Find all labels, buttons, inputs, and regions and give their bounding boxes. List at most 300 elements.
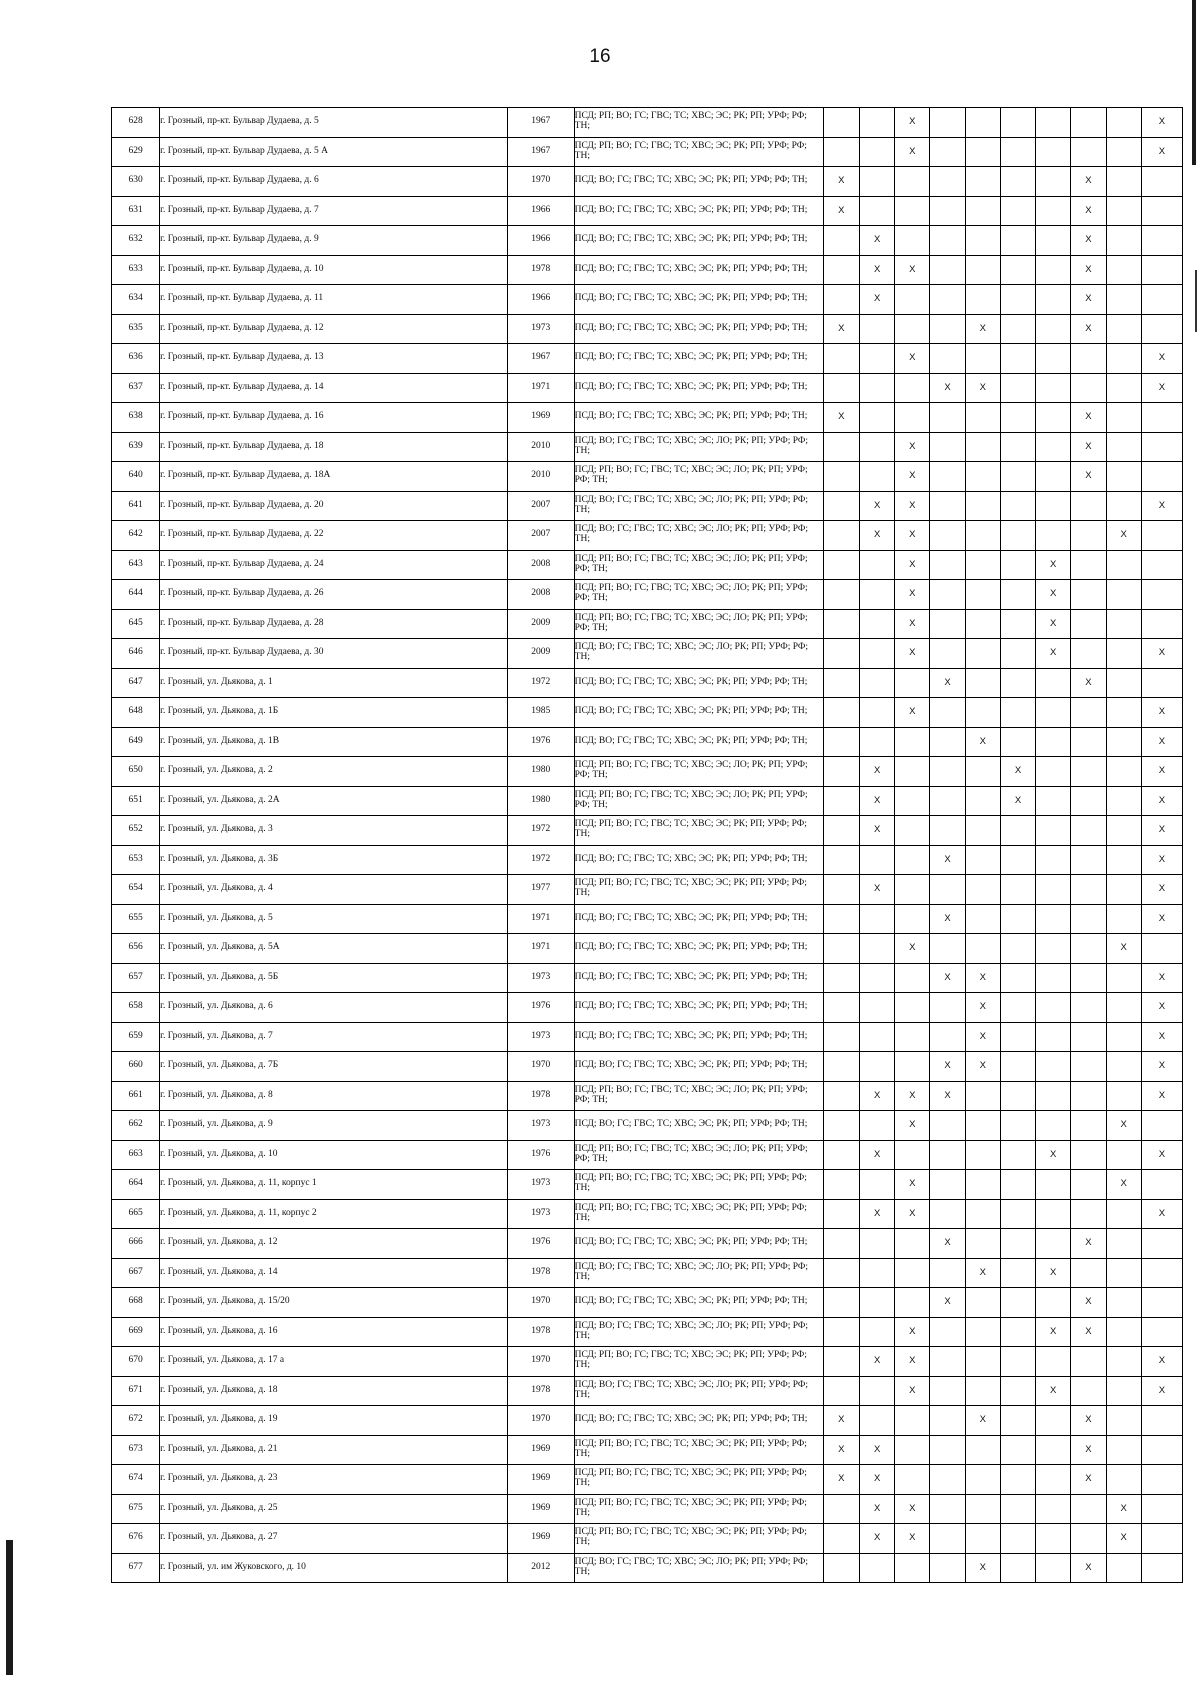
year-cell: 1973 bbox=[507, 1170, 574, 1200]
mark-cell bbox=[1000, 491, 1035, 521]
mark-cell: Х bbox=[965, 727, 1000, 757]
works-cell: ПСД; ВО; ГС; ГВС; ТС; ХВС; ЭС; РК; РП; УРФ; РФ; ТН; bbox=[574, 698, 823, 728]
scan-edge-left bbox=[6, 1540, 13, 1675]
row-number: 637 bbox=[112, 373, 160, 403]
table-row bbox=[112, 432, 1183, 462]
works-cell: ПСД; ВО; ГС; ГВС; ТС; ХВС; ЭС; ЛО; РК; РП; УРФ; РФ; ТН; bbox=[574, 432, 823, 462]
mark-cell bbox=[1071, 1524, 1106, 1554]
mark-cell bbox=[1000, 1140, 1035, 1170]
mark-cell bbox=[823, 1111, 859, 1141]
mark-cell bbox=[1036, 904, 1071, 934]
address-cell: г. Грозный, пр-кт. Бульвар Дудаева, д. 12 bbox=[160, 314, 508, 344]
table-row bbox=[112, 1229, 1183, 1259]
mark-cell bbox=[823, 639, 859, 669]
mark-cell bbox=[1036, 1170, 1071, 1200]
works-cell: ПСД; ВО; ГС; ГВС; ТС; ХВС; ЭС; РК; РП; УРФ; РФ; ТН; bbox=[574, 993, 823, 1023]
mark-cell bbox=[860, 1229, 895, 1259]
row-number: 640 bbox=[112, 462, 160, 492]
mark-cell bbox=[1036, 668, 1071, 698]
mark-cell: Х bbox=[895, 1376, 930, 1406]
works-cell: ПСД; ВО; ГС; ГВС; ТС; ХВС; ЭС; РК; РП; УРФ; РФ; ТН; bbox=[574, 255, 823, 285]
table-row bbox=[112, 639, 1183, 669]
mark-cell: Х bbox=[1106, 521, 1141, 551]
mark-cell: Х bbox=[895, 1317, 930, 1347]
mark-cell: Х bbox=[1141, 344, 1182, 374]
address-cell: г. Грозный, пр-кт. Бульвар Дудаева, д. 10 bbox=[160, 255, 508, 285]
mark-cell bbox=[823, 698, 859, 728]
year-cell: 1969 bbox=[507, 1524, 574, 1554]
address-cell: г. Грозный, пр-кт. Бульвар Дудаева, д. 20 bbox=[160, 491, 508, 521]
mark-cell bbox=[1106, 875, 1141, 905]
works-cell: ПСД; РП; ВО; ГС; ГВС; ТС; ХВС; ЭС; ЛО; РК; РП; УРФ; РФ; ТН; bbox=[574, 609, 823, 639]
mark-cell bbox=[930, 1111, 965, 1141]
year-cell: 1969 bbox=[507, 403, 574, 433]
row-number: 673 bbox=[112, 1435, 160, 1465]
mark-cell bbox=[1036, 1494, 1071, 1524]
mark-cell bbox=[1000, 1553, 1035, 1583]
address-cell: г. Грозный, ул. Дьякова, д. 17 а bbox=[160, 1347, 508, 1377]
mark-cell bbox=[965, 344, 1000, 374]
mark-cell: Х bbox=[1071, 1406, 1106, 1436]
mark-cell: Х bbox=[1141, 1199, 1182, 1229]
year-cell: 1969 bbox=[507, 1435, 574, 1465]
address-cell: г. Грозный, ул. Дьякова, д. 6 bbox=[160, 993, 508, 1023]
mark-cell bbox=[1071, 344, 1106, 374]
address-cell: г. Грозный, пр-кт. Бульвар Дудаева, д. 26 bbox=[160, 580, 508, 610]
mark-cell bbox=[895, 373, 930, 403]
mark-cell bbox=[1071, 1081, 1106, 1111]
row-number: 651 bbox=[112, 786, 160, 816]
address-cell: г. Грозный, ул. Дьякова, д. 11, корпус 2 bbox=[160, 1199, 508, 1229]
address-cell: г. Грозный, ул. Дьякова, д. 3Б bbox=[160, 845, 508, 875]
mark-cell bbox=[1036, 757, 1071, 787]
works-cell: ПСД; РП; ВО; ГС; ГВС; ТС; ХВС; ЭС; ЛО; РК; РП; УРФ; РФ; ТН; bbox=[574, 580, 823, 610]
mark-cell bbox=[895, 314, 930, 344]
mark-cell bbox=[823, 668, 859, 698]
mark-cell: Х bbox=[1071, 1229, 1106, 1259]
mark-cell: Х bbox=[930, 1288, 965, 1318]
mark-cell bbox=[930, 550, 965, 580]
mark-cell bbox=[1036, 1435, 1071, 1465]
mark-cell bbox=[965, 108, 1000, 138]
table-row bbox=[112, 344, 1183, 374]
mark-cell: Х bbox=[895, 639, 930, 669]
mark-cell bbox=[1000, 1376, 1035, 1406]
table-row bbox=[112, 904, 1183, 934]
mark-cell: Х bbox=[1141, 757, 1182, 787]
address-cell: г. Грозный, пр-кт. Бульвар Дудаева, д. 7 bbox=[160, 196, 508, 226]
mark-cell: Х bbox=[1141, 373, 1182, 403]
table-row bbox=[112, 1553, 1183, 1583]
mark-cell: Х bbox=[1141, 963, 1182, 993]
row-number: 652 bbox=[112, 816, 160, 846]
mark-cell bbox=[860, 108, 895, 138]
mark-cell bbox=[1000, 255, 1035, 285]
row-number: 639 bbox=[112, 432, 160, 462]
mark-cell: Х bbox=[1071, 1317, 1106, 1347]
works-cell: ПСД; РП; ВО; ГС; ГВС; ТС; ХВС; ЭС; РК; РП; УРФ; РФ; ТН; bbox=[574, 1170, 823, 1200]
year-cell: 1976 bbox=[507, 1229, 574, 1259]
mark-cell bbox=[860, 1258, 895, 1288]
mark-cell bbox=[860, 963, 895, 993]
mark-cell bbox=[860, 344, 895, 374]
mark-cell bbox=[1106, 639, 1141, 669]
mark-cell bbox=[860, 432, 895, 462]
mark-cell bbox=[1071, 373, 1106, 403]
year-cell: 2009 bbox=[507, 639, 574, 669]
address-cell: г. Грозный, пр-кт. Бульвар Дудаева, д. 9 bbox=[160, 226, 508, 256]
works-cell: ПСД; ВО; ГС; ГВС; ТС; ХВС; ЭС; РК; РП; УРФ; РФ; ТН; bbox=[574, 668, 823, 698]
year-cell: 1967 bbox=[507, 108, 574, 138]
mark-cell: Х bbox=[860, 1524, 895, 1554]
mark-cell bbox=[1141, 1111, 1182, 1141]
mark-cell bbox=[1036, 934, 1071, 964]
mark-cell bbox=[823, 521, 859, 551]
mark-cell bbox=[965, 1140, 1000, 1170]
year-cell: 1972 bbox=[507, 845, 574, 875]
mark-cell bbox=[930, 786, 965, 816]
mark-cell bbox=[860, 845, 895, 875]
mark-cell bbox=[1106, 698, 1141, 728]
table-row bbox=[112, 1376, 1183, 1406]
mark-cell bbox=[965, 1494, 1000, 1524]
table-row bbox=[112, 580, 1183, 610]
mark-cell bbox=[965, 1465, 1000, 1495]
mark-cell: Х bbox=[1000, 786, 1035, 816]
table-row bbox=[112, 255, 1183, 285]
mark-cell bbox=[1106, 403, 1141, 433]
mark-cell bbox=[823, 1170, 859, 1200]
mark-cell bbox=[1106, 1258, 1141, 1288]
mark-cell bbox=[1106, 167, 1141, 197]
row-number: 656 bbox=[112, 934, 160, 964]
mark-cell bbox=[823, 1022, 859, 1052]
address-cell: г. Грозный, ул. Дьякова, д. 7Б bbox=[160, 1052, 508, 1082]
year-cell: 1976 bbox=[507, 727, 574, 757]
row-number: 631 bbox=[112, 196, 160, 226]
mark-cell bbox=[895, 786, 930, 816]
mark-cell bbox=[860, 1170, 895, 1200]
mark-cell bbox=[1036, 226, 1071, 256]
mark-cell bbox=[1106, 1347, 1141, 1377]
table-row bbox=[112, 167, 1183, 197]
mark-cell bbox=[930, 314, 965, 344]
mark-cell: Х bbox=[895, 1199, 930, 1229]
row-number: 661 bbox=[112, 1081, 160, 1111]
table-row bbox=[112, 285, 1183, 315]
mark-cell bbox=[1000, 1347, 1035, 1377]
mark-cell bbox=[1071, 727, 1106, 757]
works-cell: ПСД; РП; ВО; ГС; ГВС; ТС; ХВС; ЭС; РК; РП; УРФ; РФ; ТН; bbox=[574, 875, 823, 905]
address-cell: г. Грозный, пр-кт. Бульвар Дудаева, д. 5 bbox=[160, 108, 508, 138]
mark-cell bbox=[1036, 314, 1071, 344]
row-number: 646 bbox=[112, 639, 160, 669]
mark-cell: Х bbox=[895, 934, 930, 964]
year-cell: 1978 bbox=[507, 1376, 574, 1406]
row-number: 674 bbox=[112, 1465, 160, 1495]
mark-cell: Х bbox=[1106, 1170, 1141, 1200]
mark-cell bbox=[930, 226, 965, 256]
row-number: 659 bbox=[112, 1022, 160, 1052]
mark-cell bbox=[1036, 403, 1071, 433]
row-number: 670 bbox=[112, 1347, 160, 1377]
mark-cell: Х bbox=[965, 1052, 1000, 1082]
mark-cell: Х bbox=[965, 314, 1000, 344]
year-cell: 2007 bbox=[507, 521, 574, 551]
mark-cell bbox=[1071, 609, 1106, 639]
mark-cell bbox=[823, 462, 859, 492]
mark-cell bbox=[1000, 137, 1035, 167]
mark-cell bbox=[1036, 1229, 1071, 1259]
row-number: 654 bbox=[112, 875, 160, 905]
mark-cell bbox=[1141, 580, 1182, 610]
mark-cell bbox=[930, 1022, 965, 1052]
mark-cell bbox=[965, 432, 1000, 462]
mark-cell bbox=[823, 432, 859, 462]
mark-cell bbox=[1071, 816, 1106, 846]
address-cell: г. Грозный, ул. Дьякова, д. 5Б bbox=[160, 963, 508, 993]
mark-cell bbox=[965, 609, 1000, 639]
table-row bbox=[112, 875, 1183, 905]
row-number: 662 bbox=[112, 1111, 160, 1141]
year-cell: 1971 bbox=[507, 373, 574, 403]
mark-cell bbox=[1106, 757, 1141, 787]
year-cell: 1980 bbox=[507, 757, 574, 787]
mark-cell: Х bbox=[930, 1052, 965, 1082]
row-number: 664 bbox=[112, 1170, 160, 1200]
works-cell: ПСД; РП; ВО; ГС; ГВС; ТС; ХВС; ЭС; ЛО; РК; РП; УРФ; РФ; ТН; bbox=[574, 786, 823, 816]
mark-cell: Х bbox=[1036, 1140, 1071, 1170]
mark-cell bbox=[965, 137, 1000, 167]
works-cell: ПСД; ВО; ГС; ГВС; ТС; ХВС; ЭС; ЛО; РК; РП; УРФ; РФ; ТН; bbox=[574, 1376, 823, 1406]
mark-cell: Х bbox=[895, 521, 930, 551]
mark-cell: Х bbox=[930, 1081, 965, 1111]
mark-cell bbox=[965, 1111, 1000, 1141]
mark-cell: Х bbox=[965, 1022, 1000, 1052]
mark-cell bbox=[1036, 344, 1071, 374]
mark-cell: Х bbox=[1071, 403, 1106, 433]
mark-cell bbox=[1000, 373, 1035, 403]
mark-cell bbox=[930, 1376, 965, 1406]
mark-cell bbox=[965, 934, 1000, 964]
table-row bbox=[112, 108, 1183, 138]
table-row bbox=[112, 698, 1183, 728]
mark-cell bbox=[1000, 1111, 1035, 1141]
mark-cell bbox=[860, 639, 895, 669]
mark-cell bbox=[1036, 373, 1071, 403]
mark-cell bbox=[823, 786, 859, 816]
mark-cell bbox=[965, 285, 1000, 315]
mark-cell bbox=[860, 314, 895, 344]
mark-cell: Х bbox=[860, 285, 895, 315]
mark-cell: Х bbox=[860, 757, 895, 787]
mark-cell: Х bbox=[895, 1111, 930, 1141]
mark-cell bbox=[860, 580, 895, 610]
address-cell: г. Грозный, ул. Дьякова, д. 18 bbox=[160, 1376, 508, 1406]
year-cell: 1971 bbox=[507, 934, 574, 964]
mark-cell: Х bbox=[1141, 1081, 1182, 1111]
mark-cell: Х bbox=[860, 875, 895, 905]
mark-cell bbox=[1141, 1494, 1182, 1524]
mark-cell bbox=[895, 904, 930, 934]
mark-cell bbox=[1000, 609, 1035, 639]
year-cell: 1973 bbox=[507, 314, 574, 344]
mark-cell: Х bbox=[1036, 1376, 1071, 1406]
mark-cell: Х bbox=[965, 1553, 1000, 1583]
table-row bbox=[112, 1052, 1183, 1082]
table-row bbox=[112, 1288, 1183, 1318]
row-number: 628 bbox=[112, 108, 160, 138]
works-cell: ПСД; ВО; ГС; ГВС; ТС; ХВС; ЭС; РК; РП; УРФ; РФ; ТН; bbox=[574, 1111, 823, 1141]
mark-cell bbox=[860, 1317, 895, 1347]
mark-cell bbox=[1106, 1435, 1141, 1465]
row-number: 666 bbox=[112, 1229, 160, 1259]
mark-cell: Х bbox=[860, 1465, 895, 1495]
year-cell: 1978 bbox=[507, 255, 574, 285]
mark-cell bbox=[965, 816, 1000, 846]
mark-cell: Х bbox=[1036, 639, 1071, 669]
mark-cell bbox=[823, 1494, 859, 1524]
mark-cell bbox=[930, 196, 965, 226]
mark-cell bbox=[1000, 1199, 1035, 1229]
table-row bbox=[112, 550, 1183, 580]
row-number: 647 bbox=[112, 668, 160, 698]
table-row bbox=[112, 786, 1183, 816]
mark-cell: Х bbox=[895, 1170, 930, 1200]
mark-cell bbox=[930, 432, 965, 462]
mark-cell bbox=[860, 727, 895, 757]
mark-cell: Х bbox=[823, 1406, 859, 1436]
mark-cell bbox=[823, 1288, 859, 1318]
mark-cell bbox=[930, 1435, 965, 1465]
mark-cell bbox=[1106, 137, 1141, 167]
mark-cell bbox=[1000, 1288, 1035, 1318]
mark-cell bbox=[930, 1494, 965, 1524]
mark-cell bbox=[1106, 1406, 1141, 1436]
mark-cell bbox=[1106, 1465, 1141, 1495]
mark-cell bbox=[1071, 934, 1106, 964]
works-cell: ПСД; РП; ВО; ГС; ГВС; ТС; ХВС; ЭС; РК; РП; УРФ; РФ; ТН; bbox=[574, 1435, 823, 1465]
mark-cell bbox=[895, 875, 930, 905]
mark-cell bbox=[1071, 1052, 1106, 1082]
mark-cell bbox=[1000, 550, 1035, 580]
mark-cell bbox=[930, 167, 965, 197]
mark-cell bbox=[1000, 285, 1035, 315]
year-cell: 1969 bbox=[507, 1465, 574, 1495]
mark-cell bbox=[965, 521, 1000, 551]
mark-cell bbox=[860, 993, 895, 1023]
mark-cell: Х bbox=[1036, 580, 1071, 610]
row-number: 635 bbox=[112, 314, 160, 344]
mark-cell: Х bbox=[1141, 698, 1182, 728]
year-cell: 1980 bbox=[507, 786, 574, 816]
mark-cell bbox=[1000, 108, 1035, 138]
mark-cell bbox=[1000, 580, 1035, 610]
mark-cell bbox=[930, 934, 965, 964]
mark-cell bbox=[1036, 432, 1071, 462]
mark-cell bbox=[823, 491, 859, 521]
row-number: 668 bbox=[112, 1288, 160, 1318]
works-cell: ПСД; РП; ВО; ГС; ГВС; ТС; ХВС; ЭС; РК; РП; УРФ; РФ; ТН; bbox=[574, 1199, 823, 1229]
mark-cell: Х bbox=[1141, 993, 1182, 1023]
mark-cell bbox=[1071, 698, 1106, 728]
mark-cell: Х bbox=[930, 668, 965, 698]
mark-cell: Х bbox=[823, 1435, 859, 1465]
mark-cell: Х bbox=[823, 196, 859, 226]
year-cell: 2010 bbox=[507, 432, 574, 462]
mark-cell bbox=[1000, 1170, 1035, 1200]
year-cell: 1970 bbox=[507, 1347, 574, 1377]
mark-cell: Х bbox=[895, 1347, 930, 1377]
mark-cell bbox=[1071, 1199, 1106, 1229]
table-row bbox=[112, 1406, 1183, 1436]
table-row bbox=[112, 196, 1183, 226]
mark-cell bbox=[1036, 521, 1071, 551]
mark-cell bbox=[823, 1199, 859, 1229]
mark-cell bbox=[1071, 1347, 1106, 1377]
mark-cell bbox=[1036, 491, 1071, 521]
mark-cell bbox=[1141, 934, 1182, 964]
mark-cell bbox=[1000, 698, 1035, 728]
row-number: 663 bbox=[112, 1140, 160, 1170]
year-cell: 1972 bbox=[507, 816, 574, 846]
mark-cell bbox=[1071, 1494, 1106, 1524]
mark-cell bbox=[823, 1347, 859, 1377]
table-row bbox=[112, 521, 1183, 551]
year-cell: 1970 bbox=[507, 1406, 574, 1436]
mark-cell bbox=[1071, 550, 1106, 580]
mark-cell: Х bbox=[1141, 108, 1182, 138]
mark-cell bbox=[860, 403, 895, 433]
mark-cell bbox=[1000, 403, 1035, 433]
year-cell: 2008 bbox=[507, 580, 574, 610]
mark-cell bbox=[930, 727, 965, 757]
works-cell: ПСД; РП; ВО; ГС; ГВС; ТС; ХВС; ЭС; РК; РП; УРФ; РФ; ТН; bbox=[574, 1494, 823, 1524]
mark-cell bbox=[860, 1052, 895, 1082]
works-cell: ПСД; РП; ВО; ГС; ГВС; ТС; ХВС; ЭС; РК; РП; УРФ; РФ; ТН; bbox=[574, 1524, 823, 1554]
mark-cell bbox=[1106, 1553, 1141, 1583]
table-row bbox=[112, 727, 1183, 757]
mark-cell bbox=[823, 904, 859, 934]
mark-cell bbox=[1106, 609, 1141, 639]
mark-cell: Х bbox=[1071, 255, 1106, 285]
year-cell: 1978 bbox=[507, 1317, 574, 1347]
mark-cell bbox=[895, 1406, 930, 1436]
mark-cell bbox=[895, 167, 930, 197]
mark-cell bbox=[1106, 108, 1141, 138]
works-cell: ПСД; ВО; ГС; ГВС; ТС; ХВС; ЭС; РК; РП; УРФ; РФ; ТН; bbox=[574, 963, 823, 993]
mark-cell bbox=[1141, 314, 1182, 344]
mark-cell: Х bbox=[930, 1229, 965, 1259]
works-cell: ПСД; ВО; ГС; ГВС; ТС; ХВС; ЭС; РК; РП; УРФ; РФ; ТН; bbox=[574, 167, 823, 197]
row-number: 634 bbox=[112, 285, 160, 315]
mark-cell bbox=[1000, 1317, 1035, 1347]
table-row bbox=[112, 845, 1183, 875]
mark-cell bbox=[1036, 1052, 1071, 1082]
mark-cell bbox=[1141, 609, 1182, 639]
mark-cell bbox=[1071, 1140, 1106, 1170]
mark-cell: Х bbox=[895, 1081, 930, 1111]
mark-cell bbox=[965, 580, 1000, 610]
mark-cell bbox=[965, 875, 1000, 905]
mark-cell: Х bbox=[895, 609, 930, 639]
mark-cell bbox=[823, 875, 859, 905]
works-cell: ПСД; РП; ВО; ГС; ГВС; ТС; ХВС; ЭС; ЛО; РК; РП; УРФ; РФ; ТН; bbox=[574, 757, 823, 787]
mark-cell bbox=[1000, 1406, 1035, 1436]
address-cell: г. Грозный, ул. им Жуковского, д. 10 bbox=[160, 1553, 508, 1583]
address-cell: г. Грозный, пр-кт. Бульвар Дудаева, д. 5 А bbox=[160, 137, 508, 167]
mark-cell bbox=[1106, 1052, 1141, 1082]
